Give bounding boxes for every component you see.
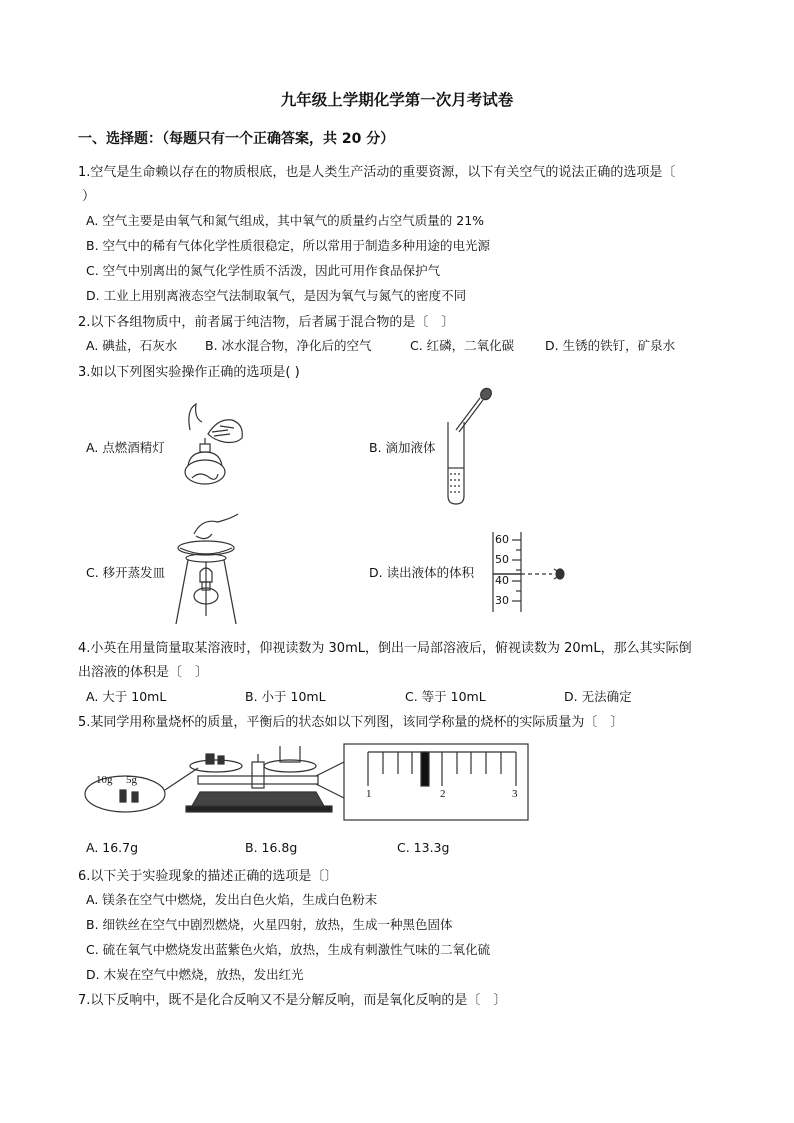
question-6-stem: 6.以下关于实验现象的描述正确的选项是〔〕 — [78, 869, 338, 884]
q2-option-d[interactable]: D. 生锈的铁钉，矿泉水 — [545, 338, 676, 353]
q1-option-d[interactable]: D. 工业上用别离液态空气法制取氧气，是因为氧气与氮气的密度不同 — [86, 288, 467, 303]
question-5-stem: 5.某同学用称量烧杯的质量，平衡后的状态如以下列图，该同学称量的烧杯的实际质量为〔 〕 — [78, 715, 624, 730]
q6-option-d[interactable]: D. 木炭在空气中燃烧，放热，发出红光 — [86, 967, 304, 982]
section-heading: 一、选择题：（每题只有一个正确答案，共 20 分） — [78, 131, 395, 147]
question-2-stem: 2.以下各组物质中，前者属于纯洁物，后者属于混合物的是〔 〕 — [78, 315, 455, 330]
question-3-stem: 3.如以下列图实验操作正确的选项是( ) — [78, 365, 300, 380]
q3-option-c[interactable]: C. 移开蒸发皿 — [86, 565, 166, 580]
scale-label-2: 2 — [440, 788, 446, 800]
q2-option-c[interactable]: C. 红磷，二氧化碳 — [410, 338, 515, 353]
q6-option-a[interactable]: A. 镁条在空气中燃烧，发出白色火焰，生成白色粉末 — [86, 892, 378, 907]
cylinder-tick-30: 30 — [495, 594, 509, 607]
cylinder-tick-50: 50 — [495, 553, 509, 566]
q3-option-b[interactable]: B. 滴加液体 — [369, 440, 436, 455]
q4-option-d[interactable]: D. 无法确定 — [564, 689, 632, 704]
dropper-test-tube-image — [440, 388, 500, 506]
q3-option-d[interactable]: D. 读出液体的体积 — [369, 565, 475, 580]
question-7-stem: 7.以下反响中，既不是化合反响又不是分解反响，而是氧化反响的是〔 〕 — [78, 993, 507, 1008]
weight-10g-label: 10g — [96, 774, 113, 786]
q3-option-a[interactable]: A. 点燃酒精灯 — [86, 440, 165, 455]
alcohol-lamp-lighting-image — [170, 400, 250, 490]
q5-option-c[interactable]: C. 13.3g — [397, 840, 450, 855]
q5-option-b[interactable]: B. 16.8g — [245, 840, 298, 855]
q2-option-a[interactable]: A. 碘盐，石灰水 — [86, 338, 178, 353]
q4-option-a[interactable]: A. 大于 10mL — [86, 689, 167, 704]
scale-label-3: 3 — [512, 788, 518, 800]
weight-5g-label: 5g — [126, 774, 137, 786]
cylinder-tick-60: 60 — [495, 533, 509, 546]
q1-option-c[interactable]: C. 空气中别离出的氮气化学性质不活泼，因此可用作食品保护气 — [86, 263, 441, 278]
q5-option-a[interactable]: A. 16.7g — [86, 840, 139, 855]
page-title: 九年级上学期化学第一次月考试卷 — [280, 91, 514, 109]
q6-option-c[interactable]: C. 硫在氧气中燃烧发出蓝紫色火焰，放热，生成有刺激性气味的二氧化硫 — [86, 942, 491, 957]
scale-label-1: 1 — [366, 788, 372, 800]
balance-scale-image — [80, 742, 530, 824]
q4-option-c[interactable]: C. 等于 10mL — [405, 689, 486, 704]
q1-option-b[interactable]: B. 空气中的稀有气体化学性质很稳定，所以常用于制造多种用途的电光源 — [86, 238, 491, 253]
cylinder-tick-40: 40 — [495, 574, 509, 587]
q2-option-b[interactable]: B. 冰水混合物，净化后的空气 — [205, 338, 372, 353]
q4-option-b[interactable]: B. 小于 10mL — [245, 689, 326, 704]
question-1-stem: 1.空气是生命赖以存在的物质根底，也是人类生产活动的重要资源，以下有关空气的说法正确的选项是〔 — [78, 165, 676, 180]
q1-option-a[interactable]: A. 空气主要是由氧气和氮气组成，其中氧气的质量约占空气质量的 21% — [86, 213, 485, 228]
q6-option-b[interactable]: B. 细铁丝在空气中剧烈燃烧，火星四射，放热，生成一种黑色固体 — [86, 917, 453, 932]
question-4-stem: 4.小英在用量筒量取某溶液时，仰视读数为 30mL，倒出一局部溶液后，俯视读数为 20mL，那么其实际倒 — [78, 641, 692, 656]
evaporating-dish-image — [172, 512, 244, 628]
question-1-stem-cont: ） — [82, 189, 96, 204]
question-4-stem-cont: 出溶液的体积是〔 〕 — [78, 665, 209, 680]
